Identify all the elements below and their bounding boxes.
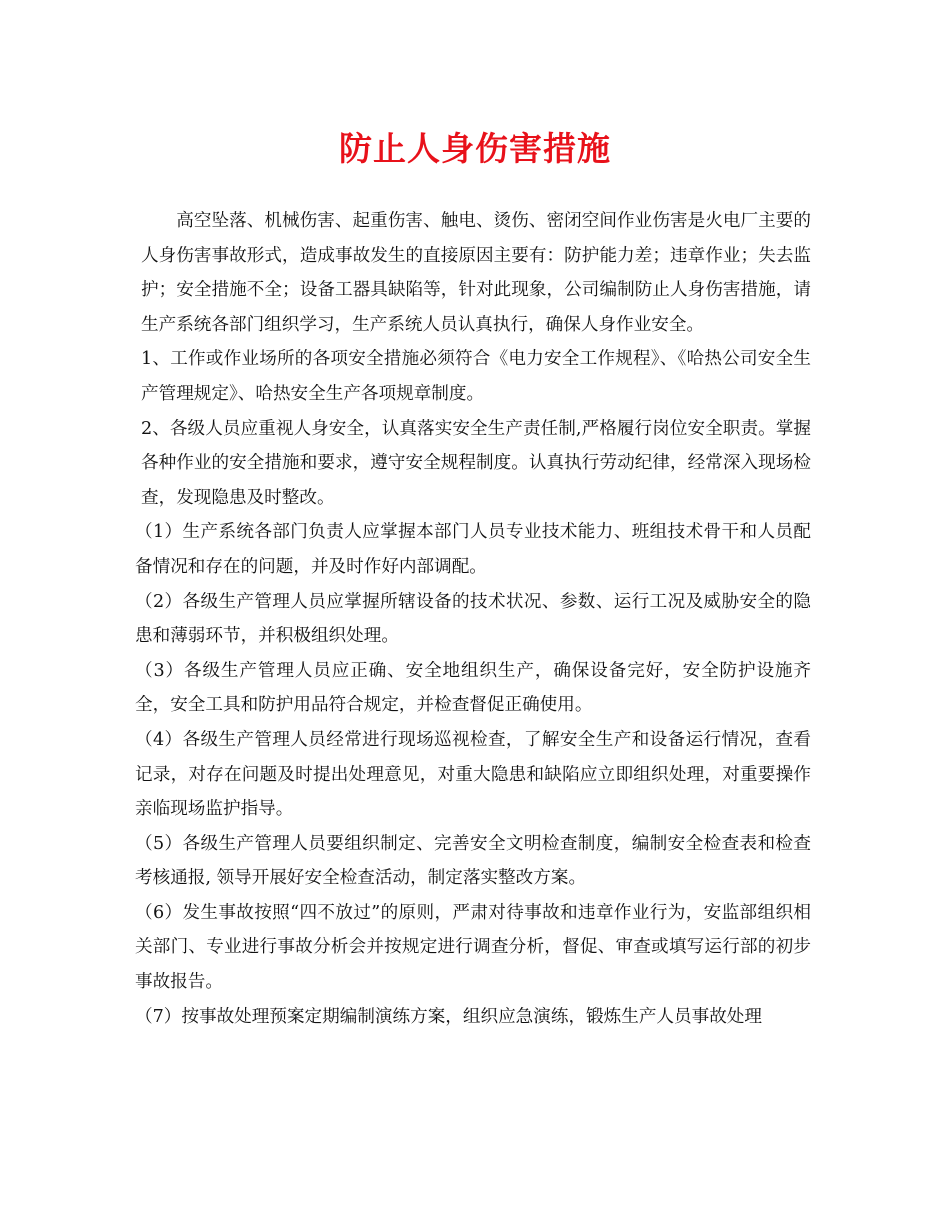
sub-clause-4: （4）各级生产管理人员经常进行现场巡视检查，了解安全生产和设备运行情况，查看记录，对存在问题及时提出处理意见，对重大隐患和缺陷应立即组织处理，对重要操作亲临现场监护指导。 [135,729,811,820]
document-body [135,204,811,1034]
intro-paragraph: 高空坠落、机械伤害、起重伤害、触电、烫伤、密闭空间作业伤害是火电厂主要的人身伤害事故形式，造成事故发生的直接原因主要有：防护能力差；违章作业；失去监护；安全措施不全；设备工器具缺陷等，针对此现象，公司编制防止人身伤害措施，请生产系统各部门组织学习，生产系统人员认真执行，确保人身作业安全。 [141,211,811,335]
sub-clause-7: （7）按事故处理预案定期编制演练方案，组织应急演练，锻炼生产人员事故处理 [135,1006,762,1027]
sub-clause-1: （1）生产系统各部门负责人应掌握本部门人员专业技术能力、班组技术骨干和人员配备情况和存在的问题，并及时作好内部调配。 [135,522,811,577]
sub-clause-5: （5）各级生产管理人员要组织制定、完善安全文明检查制度，编制安全检查表和检查考核通报, 领导开展好安全检查活动，制定落实整改方案。 [135,833,811,889]
sub-clause-6: （6）发生事故按照“四不放过”的原则，严肃对待事故和违章作业行为，安监部组织相关部门、专业进行事故分析会并按规定进行调查分析，督促、审查或填写运行部的初步事故报告。 [135,902,811,993]
sub-clause-3: （3）各级生产管理人员应正确、安全地组织生产，确保设备完好，安全防护设施齐全，安全工具和防护用品符合规定，并检查督促正确使用。 [135,660,811,716]
sub-clause-2: （2）各级生产管理人员应掌握所辖设备的技术状况、参数、运行工况及威胁安全的隐患和薄弱环节，并积极组织处理。 [135,591,811,647]
clause-1: 1、工作或作业场所的各项安全措施必须符合《电力安全工作规程》、《哈热公司安全生产管理规定》、哈热安全生产各项规章制度。 [141,349,811,404]
document-title: 防止人身伤害措施 [339,129,611,168]
clause-2: 2、各级人员应重视人身安全，认真落实安全生产责任制,严格履行岗位安全职责。掌握各种作业的安全措施和要求，遵守安全规程制度。认真执行劳动纪律，经常深入现场检查，发现隐患及时整改。 [141,418,811,508]
